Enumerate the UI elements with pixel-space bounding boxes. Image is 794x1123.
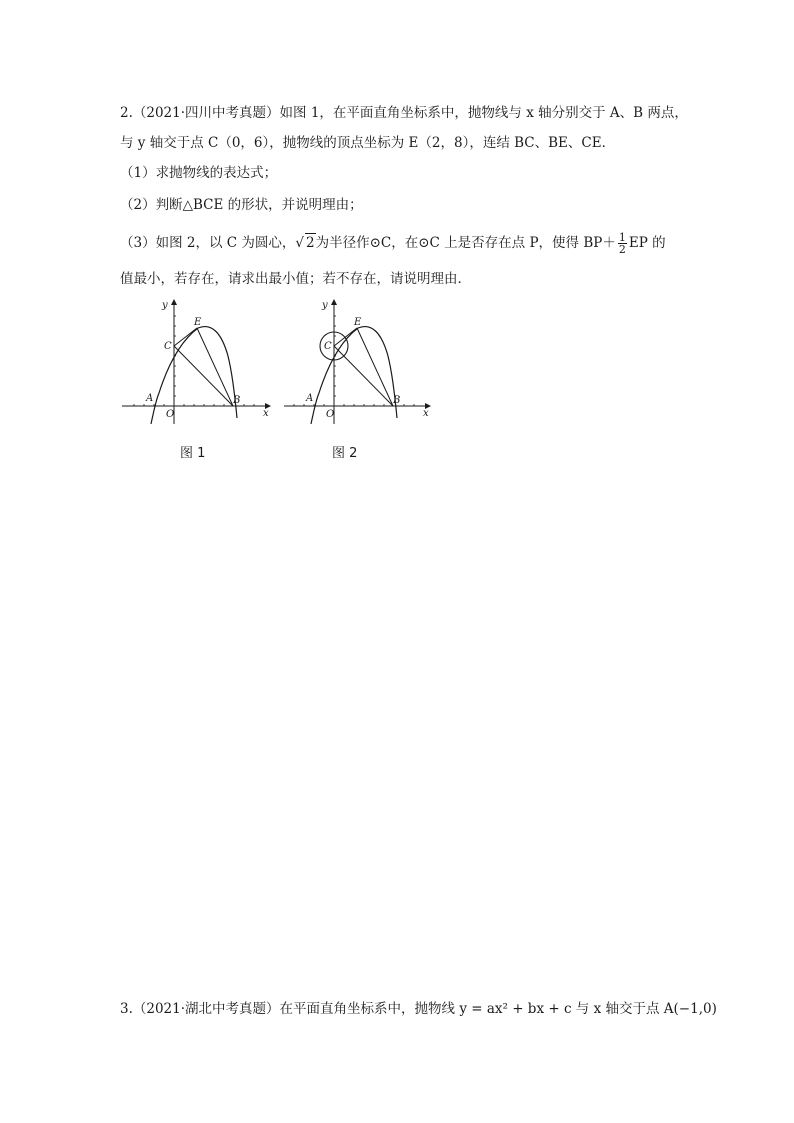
- q3-text-c: EP 的: [628, 235, 666, 251]
- fraction-one-half: [618, 232, 627, 255]
- problem2-question3-line2: 值最小，若存在，请求出最小值；若不存在，请说明理由．: [120, 271, 471, 287]
- segment-bc: [334, 346, 393, 406]
- label-a: A: [146, 393, 154, 404]
- label-x: x: [423, 408, 429, 419]
- problem2-statement-line1: 2.（2021·四川中考真题）如图 1，在平面直角坐标系中，抛物线与 x 轴分别交于 A、B 两点，: [120, 105, 688, 121]
- figure-2-caption: 图 2: [332, 446, 358, 461]
- q3-text-b: 为半径作⊙C，在⊙C 上是否存在点 P，使得 BP＋: [315, 235, 616, 251]
- label-a: A: [306, 393, 314, 404]
- label-x: x: [263, 408, 269, 419]
- sqrt-radicand: 2: [306, 235, 315, 251]
- label-c: C: [324, 341, 332, 352]
- label-c: C: [164, 341, 172, 352]
- problem2-question2: （2）判断△BCE 的形状，并说明理由；: [120, 197, 363, 213]
- segment-be: [357, 328, 393, 406]
- figure-2-graph: [280, 296, 440, 426]
- label-o: O: [166, 409, 175, 420]
- label-e: E: [194, 317, 202, 328]
- label-y: y: [162, 300, 168, 311]
- label-e: E: [354, 317, 362, 328]
- sqrt-radical-sign: √: [295, 235, 304, 251]
- figure-1-caption: 图 1: [180, 446, 206, 461]
- label-b: B: [393, 395, 401, 406]
- problem2-statement-line2: 与 y 轴交于点 C（0，6），抛物线的顶点坐标为 E（2，8），连结 BC、BE、CE．: [120, 135, 616, 151]
- label-y: y: [322, 300, 328, 311]
- fraction-numerator: 1: [618, 231, 626, 244]
- figure-1-graph: [120, 296, 280, 426]
- problem2-question3: [120, 232, 666, 255]
- segment-be: [197, 328, 233, 406]
- segment-bc: [174, 346, 233, 406]
- label-b: B: [233, 395, 241, 406]
- q3-text-a: （3）如图 2，以 C 为圆心，: [120, 235, 296, 251]
- problem2-question1: （1）求抛物线的表达式；: [120, 165, 278, 181]
- problem3-statement: 3.（2021·湖北中考真题）在平面直角坐标系中，抛物线 y = ax² + bx + c 与 x 轴交于点 A(−1,0): [120, 1001, 717, 1017]
- fraction-denominator: 2: [618, 243, 626, 256]
- label-o: O: [326, 409, 335, 420]
- segment-ce: [174, 328, 197, 346]
- segment-ce: [334, 328, 357, 346]
